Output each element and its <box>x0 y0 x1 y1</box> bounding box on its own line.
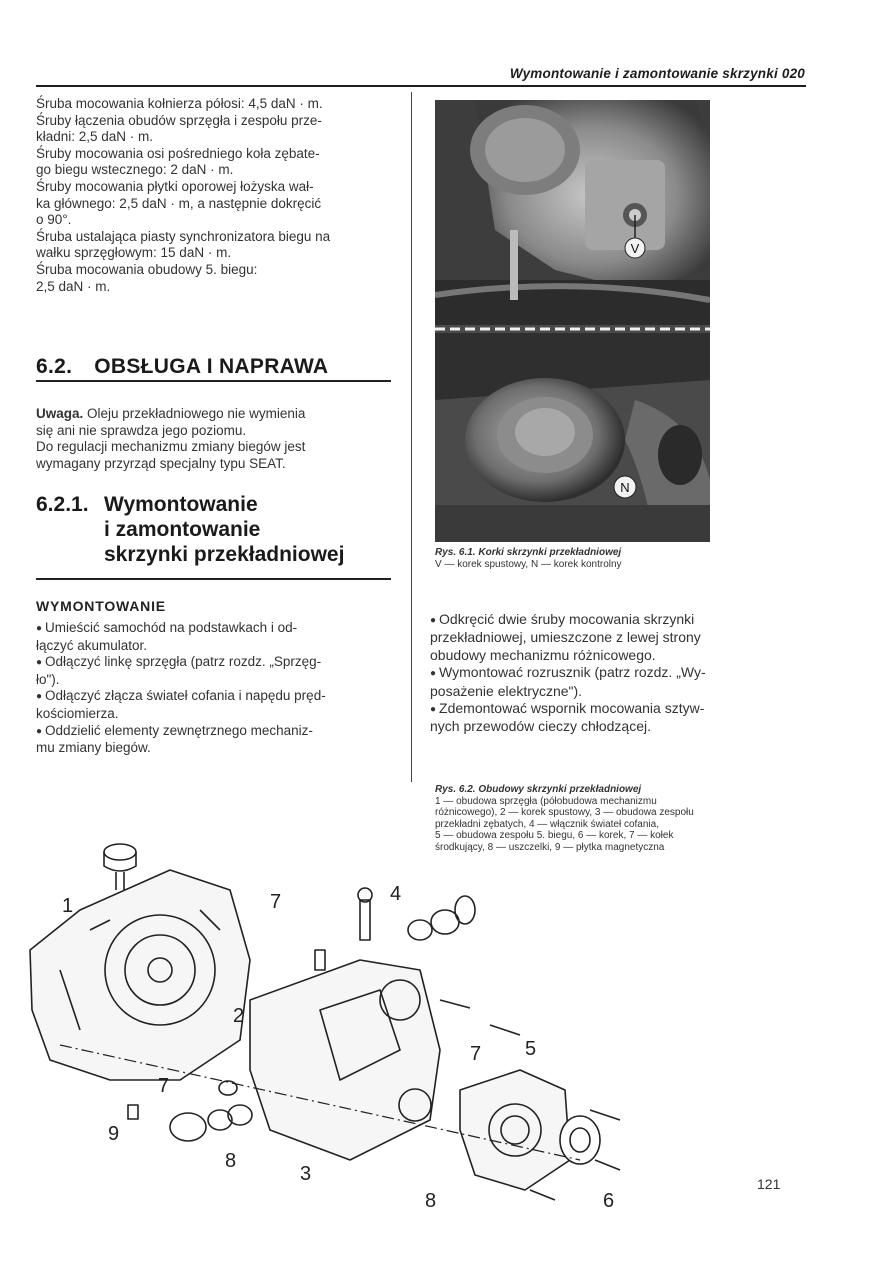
note-block <box>36 406 396 472</box>
callout-1: 1 <box>62 895 74 917</box>
figure1-caption-title: Rys. 6.1. Korki skrzynki przekładniowej <box>435 547 622 558</box>
text-line: wałku sprzęgłowym: 15 daN · m. <box>36 245 232 261</box>
text-line: kościomierza. <box>36 705 119 721</box>
text-line: przekładniowej, umieszczone z lewej strony <box>430 629 701 646</box>
text-line: Śruba mocowania obudowy 5. biegu: <box>36 261 258 277</box>
figure1-caption <box>435 547 622 570</box>
photo-illustration <box>435 100 710 542</box>
callout-5: 5 <box>525 1038 537 1060</box>
callout-7c: 7 <box>158 1075 170 1097</box>
note-label: Uwaga. <box>36 406 84 421</box>
text-line: posażenie elektryczne"). <box>430 682 583 699</box>
note-line: Do regulacji mechanizmu zmiany biegów jest <box>36 439 306 455</box>
figure-photo-gearbox <box>435 100 710 542</box>
callout-7a: 7 <box>270 891 282 913</box>
text-line: ● Oddzielić elementy zewnętrznego mechaniz- <box>36 723 396 741</box>
text-line: obudowy mechanizmu różnicowego. <box>430 646 656 663</box>
removal-heading: WYMONTOWANIE <box>36 598 166 614</box>
callout-4: 4 <box>390 883 402 905</box>
text-line: Śruba ustalająca piasty synchronizatora biegu na <box>36 228 331 244</box>
text-line: kładni: 2,5 daN · m. <box>36 129 154 145</box>
text-line: go biegu wstecznego: 2 daN · m. <box>36 162 234 178</box>
column-divider <box>411 92 412 782</box>
callout-8a: 8 <box>225 1150 237 1172</box>
subsection-rule <box>36 578 391 580</box>
running-header: Wymontowanie i zamontowanie skrzynki 020 <box>509 66 805 81</box>
text-line: 2,5 daN · m. <box>36 278 111 294</box>
callout-3: 3 <box>300 1163 312 1185</box>
callout-2: 2 <box>233 1005 245 1027</box>
note-line: wymagany przyrząd specjalny typu SEAT. <box>36 455 286 471</box>
text-line: ● Zdemontować wspornik mocowania sztyw- <box>430 700 796 718</box>
text-line: ka głównego: 2,5 daN · m, a następnie dokręcić <box>36 195 322 211</box>
photo-label-v: V <box>630 241 640 256</box>
right-steps <box>430 611 796 736</box>
text-line: łączyć akumulator. <box>36 637 148 653</box>
section-heading: OBSŁUGA I NAPRAWA <box>94 355 329 378</box>
text-line: ● Odłączyć złącza świateł cofania i napędu pręd- <box>36 688 396 706</box>
subsection-number: 6.2.1. <box>36 493 89 516</box>
page-number: 121 <box>757 1176 781 1192</box>
section-number: 6.2. <box>36 355 73 378</box>
callout-6: 6 <box>603 1190 615 1212</box>
text-line: Śruby łączenia obudów sprzęgła i zespołu prze- <box>36 112 322 128</box>
subsection-title: 6.2.1. Wymontowanie i zamontowanie skrzynki przekładniowej <box>36 493 345 566</box>
text-line: Śruby mocowania płytki oporowej łożyska wał- <box>36 178 314 194</box>
callout-9: 9 <box>108 1123 120 1145</box>
figure2-caption-line: 5 — obudowa zespołu 5. biegu, 6 — korek, 7 — kołek <box>435 830 674 841</box>
note-line: się ani nie sprawdza jego poziomu. <box>36 422 247 438</box>
text-line: ● Odłączyć linkę sprzęgła (patrz rozdz. „Sprzęg- <box>36 654 396 672</box>
figure2-caption-line: przekładni zębatych, 4 — włącznik świateł cofania, <box>435 818 659 830</box>
note-first-line: Uwaga. Oleju przekładniowego nie wymienia <box>36 406 306 421</box>
callout-7b: 7 <box>470 1043 482 1065</box>
callout-8b: 8 <box>425 1190 437 1212</box>
photo-label-n: N <box>620 480 630 495</box>
text-line: ● Odkręcić dwie śruby mocowania skrzynki <box>430 611 796 629</box>
text-line: o 90°. <box>36 212 72 228</box>
text-line: ● Umieścić samochód na podstawkach i od- <box>36 620 396 638</box>
figure1-caption-text: V — korek spustowy, N — korek kontrolny <box>435 558 622 570</box>
text-line: nych przewodów cieczy chłodzącej. <box>430 718 651 735</box>
section-rule <box>36 380 391 382</box>
figure2-caption-line: 1 — obudowa sprzęgła (półobudowa mechanizmu <box>435 795 657 807</box>
text-line: Śruby mocowania osi pośredniego koła zębate- <box>36 145 320 161</box>
text-line: Śruba mocowania kołnierza półosi: 4,5 daN · m. <box>36 96 323 111</box>
figure2-caption-line: różnicowego), 2 — korek spustowy, 3 — obudowa zespołu <box>435 807 694 818</box>
removal-steps <box>36 620 396 757</box>
figure2-caption-line: środkujący, 8 — uszczelki, 9 — płytka magnetyczna <box>435 841 665 853</box>
text-line: ło"). <box>36 671 60 687</box>
header-rule <box>36 85 806 87</box>
text-line: mu zmiany biegów. <box>36 740 151 756</box>
figure2-caption-title: Rys. 6.2. Obudowy skrzynki przekładniowej <box>435 784 642 795</box>
torque-specs <box>36 96 396 295</box>
figure-gearbox-exploded <box>20 830 660 1215</box>
section-title <box>36 355 328 379</box>
text-line: ● Wymontować rozrusznik (patrz rozdz. „Wy- <box>430 664 796 682</box>
